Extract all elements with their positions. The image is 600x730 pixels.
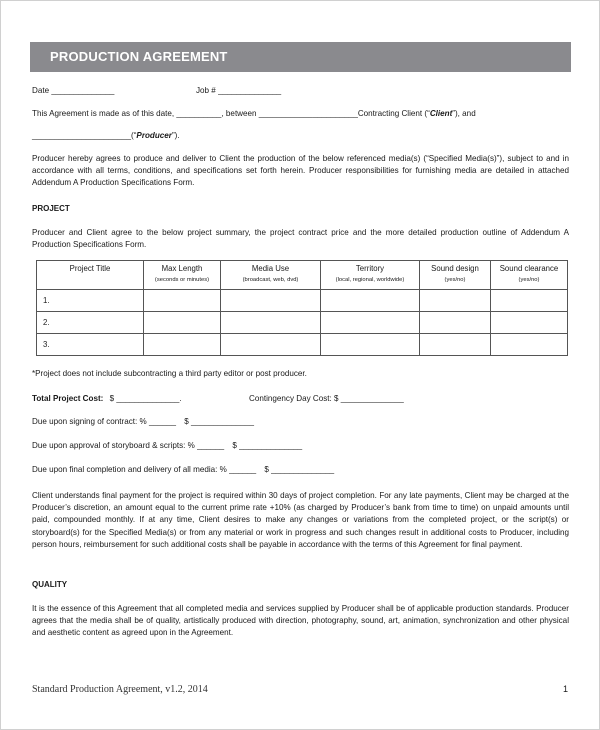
producer-name-blank[interactable]: ______________________ bbox=[32, 131, 132, 140]
footnote: *Project does not include subcontracting a third party editor or post producer. bbox=[32, 369, 307, 378]
col-header: Project Title bbox=[37, 261, 144, 290]
total-cost-line bbox=[32, 393, 182, 405]
contingency-value[interactable]: $ ______________ bbox=[334, 394, 404, 403]
table-row bbox=[37, 290, 568, 312]
table-cell[interactable] bbox=[144, 290, 221, 312]
page-number: 1 bbox=[563, 684, 569, 694]
project-table bbox=[36, 260, 568, 356]
client-name-blank[interactable]: ______________________ bbox=[258, 109, 358, 118]
payment-amount[interactable]: $ ______________ bbox=[184, 417, 255, 426]
table-cell[interactable] bbox=[420, 312, 491, 334]
agreement-date-blank[interactable]: __________ bbox=[176, 109, 222, 118]
payment-signing bbox=[32, 416, 254, 428]
row-number[interactable]: 1. bbox=[37, 290, 144, 312]
table-cell[interactable] bbox=[420, 290, 491, 312]
date-line bbox=[32, 85, 114, 97]
table-cell[interactable] bbox=[221, 334, 321, 356]
table-cell[interactable] bbox=[144, 312, 221, 334]
table-cell[interactable] bbox=[491, 334, 568, 356]
table-cell[interactable] bbox=[491, 290, 568, 312]
col-header: Sound design (yes/no) bbox=[420, 261, 491, 290]
producer-line bbox=[32, 130, 180, 142]
agreement-between: , between bbox=[221, 109, 257, 118]
producer-close: ”). bbox=[171, 131, 180, 140]
col-header: Max Length (seconds or minutes) bbox=[144, 261, 221, 290]
payment-percent[interactable]: % ______ bbox=[219, 465, 257, 474]
payment-amount[interactable]: $ ______________ bbox=[232, 441, 303, 450]
payment-amount[interactable]: $ ______________ bbox=[264, 465, 335, 474]
intro-paragraph: Producer hereby agrees to produce and deliver to Client the production of the below referenced media(s) (“Specified Media(s)”), subject to and in accordance with all terms, conditions, and specifications set forth herein. Producer responsibilities for furnishing media are detailed in attached Addendum A Production Specifications Form. bbox=[32, 154, 569, 188]
payment-percent[interactable]: % ______ bbox=[187, 441, 225, 450]
payment-label: Due upon signing of contract: bbox=[32, 417, 138, 426]
col-header: Territory (local, regional, worldwide) bbox=[321, 261, 420, 290]
date-blank[interactable]: ______________ bbox=[51, 86, 115, 95]
payment-storyboard bbox=[32, 440, 302, 452]
table-cell[interactable] bbox=[321, 312, 420, 334]
producer-term: Producer bbox=[136, 131, 172, 140]
table-cell[interactable] bbox=[321, 290, 420, 312]
quality-heading: QUALITY bbox=[32, 580, 68, 589]
total-cost-value[interactable]: $ ______________. bbox=[109, 394, 182, 403]
table-cell[interactable] bbox=[144, 334, 221, 356]
table-row bbox=[37, 312, 568, 334]
footer-text: Standard Production Agreement, v1.2, 2014 bbox=[32, 684, 208, 695]
row-number[interactable]: 2. bbox=[37, 312, 144, 334]
table-header-row bbox=[37, 261, 568, 290]
producer-open: (“ bbox=[131, 131, 137, 140]
payment-label: Due upon final completion and delivery of all media: bbox=[32, 465, 218, 474]
row-number[interactable]: 3. bbox=[37, 334, 144, 356]
agreement-line bbox=[32, 108, 476, 120]
table-row bbox=[37, 334, 568, 356]
contingency-line bbox=[249, 393, 404, 405]
date-label: Date bbox=[32, 86, 50, 95]
job-blank[interactable]: ______________ bbox=[218, 86, 282, 95]
payment-final bbox=[32, 464, 334, 476]
project-heading: PROJECT bbox=[32, 204, 70, 213]
table-cell[interactable] bbox=[491, 312, 568, 334]
payment-paragraph: Client understands final payment for the project is required within 30 days of project completion. For any late payments, Client may be charged at the Producer’s discretion, an amount equal to the current prime rate +10% (as charged by Producer’s bank from time to time) on unpaid amounts until paid, compounded monthly. If at any time, Client desires to make any changes or variations from the completed project, or the script(s) or storyboard(s) for the Specified Media(s) or from any material or work in progress and such changes result in additional costs to Producer, including person hours, reimbursement for such additional costs shall be payable in accordance with the terms of this Agreement for final payment. bbox=[32, 491, 569, 549]
contracting-client-text: Contracting Client (“ bbox=[357, 109, 430, 118]
total-cost-label: Total Project Cost: bbox=[32, 394, 104, 403]
agreement-and: ”), and bbox=[452, 109, 476, 118]
contingency-label: Contingency Day Cost: bbox=[249, 394, 332, 403]
table-cell[interactable] bbox=[420, 334, 491, 356]
payment-percent[interactable]: % ______ bbox=[139, 417, 177, 426]
payment-label: Due upon approval of storyboard & scripts: bbox=[32, 441, 186, 450]
agreement-text: This Agreement is made as of this date, bbox=[32, 109, 175, 118]
table-cell[interactable] bbox=[221, 290, 321, 312]
col-header: Media Use (broadcast, web, dvd) bbox=[221, 261, 321, 290]
table-cell[interactable] bbox=[321, 334, 420, 356]
job-label: Job # bbox=[196, 86, 216, 95]
page-title: PRODUCTION AGREEMENT bbox=[50, 49, 228, 64]
quality-paragraph: It is the essence of this Agreement that all completed media and services supplied by Producer shall be of applicable production standards. Producer agrees that the media shall be of quality, artistically produced with direction, photography, sound, art, animation, synchronization and other physical and aesthetic content as agreed upon in the Agreement. bbox=[32, 604, 569, 638]
project-paragraph: Producer and Client agree to the below project summary, the project contract price and the more detailed production outline of Addendum A Production Specifications Form. bbox=[32, 228, 569, 250]
col-header: Sound clearance (yes/no) bbox=[491, 261, 568, 290]
job-line bbox=[196, 85, 281, 97]
table-cell[interactable] bbox=[221, 312, 321, 334]
client-term: Client bbox=[429, 109, 453, 118]
